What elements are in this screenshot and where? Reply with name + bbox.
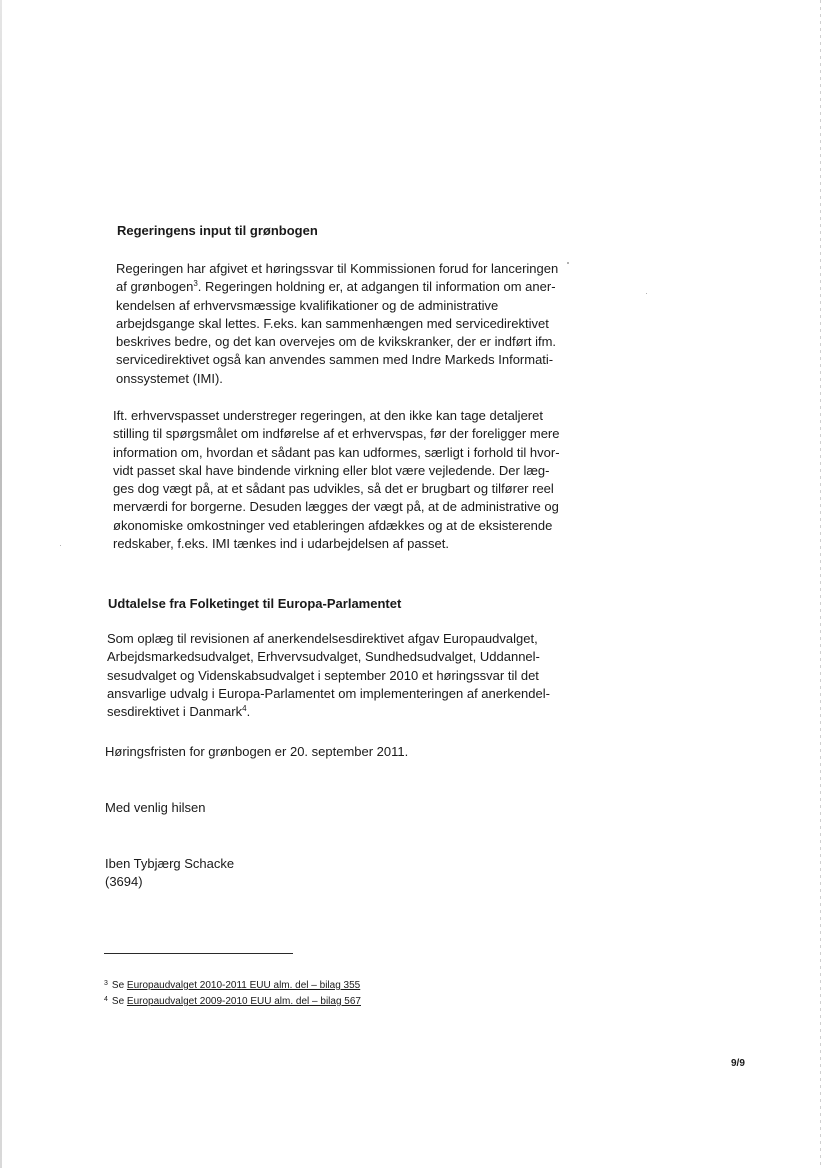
footnote-link[interactable]: Europaudvalget 2010-2011 EUU alm. del – bilag 355	[126, 980, 361, 991]
text-line: Som oplæg til revisionen af anerkendelsesdirektivet afgav Europaudvalget,	[107, 631, 538, 646]
text-line: Regeringen har afgivet et høringssvar til Kommissionen forud for lanceringen	[116, 261, 559, 276]
text-fragment: .	[246, 704, 251, 720]
text-line: stilling til spørgsmålet om indførelse af et erhvervspas, før der foreligger mere	[113, 426, 560, 442]
text-fragment: . Regeringen holdning er, at adgangen til information om aner-	[197, 279, 556, 295]
text-line: sesudvalget og Videnskabsudvalget i september 2010 et høringssvar til det	[107, 667, 539, 683]
footnote-3	[104, 980, 360, 991]
text-line: økonomiske omkostninger ved etableringen afdækkes og at de eksisterende	[113, 517, 553, 533]
footnote-separator	[104, 953, 293, 954]
paragraph-udtalelse	[107, 630, 550, 721]
text-line: kendelsen af erhvervsmæssige kvalifikationer og de administrative	[116, 297, 499, 313]
section-heading-regeringens-input: Regeringens input til grønbogen	[117, 223, 318, 238]
text-line: beskrives bedre, og det kan overvejes om de kvikskranker, der er indført ifm.	[116, 334, 557, 350]
scan-speck	[567, 262, 569, 264]
hoeringsfrist-line: Høringsfristen for grønbogen er 20. september 2011.	[105, 744, 409, 759]
text-line	[116, 278, 558, 296]
text-line: ges dog vægt på, at et sådant pas udvikles, så det er brugbart og tilfører reel	[113, 481, 554, 497]
text-line: arbejdsgange skal lettes. F.eks. kan sammenhængen med servicedirektivet	[116, 315, 549, 331]
text-line: merværdi for borgerne. Desuden lægges der vægt på, at de administrative og	[113, 499, 559, 515]
footnote-mark: 3	[104, 980, 108, 987]
scan-speck	[646, 293, 647, 294]
text-line: servicedirektivet også kan anvendes sammen med Indre Markeds Informati-	[116, 352, 554, 368]
text-line: vidt passet skal have bindende virkning eller blot være vejledende. Der læg-	[113, 462, 550, 478]
closing-greeting: Med venlig hilsen	[105, 800, 206, 815]
section-heading-udtalelse-folketinget: Udtalelse fra Folketinget til Europa-Parlamentet	[108, 596, 402, 611]
text-fragment: af grønbogen	[116, 279, 194, 295]
text-line: Arbejdsmarkedsudvalget, Erhvervsudvalget, Sundhedsudvalget, Uddannel-	[107, 649, 540, 665]
text-line: information om, hvordan et sådant pas kan udformes, særligt i forhold til hvor-	[113, 444, 560, 460]
footnote-ref: 3	[193, 279, 198, 289]
footnote-ref: 4	[242, 704, 247, 714]
signatory-number: (3694)	[105, 874, 143, 889]
footnote-prefix: Se	[111, 996, 125, 1007]
footnote-prefix: Se	[111, 980, 125, 991]
footnote-link[interactable]: Europaudvalget 2009-2010 EUU alm. del – bilag 567	[126, 996, 361, 1007]
footnote-4	[104, 996, 361, 1007]
scan-speck	[60, 545, 61, 546]
text-line: ansvarlige udvalg i Europa-Parlamentet om implementeringen af anerkendel-	[107, 685, 550, 701]
scan-edge-left	[0, 0, 2, 1168]
page-number: 9/9	[731, 1058, 745, 1069]
scan-edge-right	[820, 0, 821, 1168]
footnote-mark: 4	[104, 996, 108, 1003]
text-line: redskaber, f.eks. IMI tænkes ind i udarbejdelsen af passet.	[113, 536, 450, 552]
paragraph-regeringen-hoeringssvar	[116, 260, 558, 388]
text-line	[107, 703, 550, 721]
signatory-name: Iben Tybjærg Schacke	[105, 856, 235, 871]
text-line: Ift. erhvervspasset understreger regeringen, at den ikke kan tage detaljeret	[113, 408, 543, 423]
paragraph-erhvervspas	[113, 407, 560, 553]
text-line: onssystemet (IMI).	[116, 370, 223, 386]
text-fragment: sesdirektivet i Danmark	[107, 704, 243, 720]
